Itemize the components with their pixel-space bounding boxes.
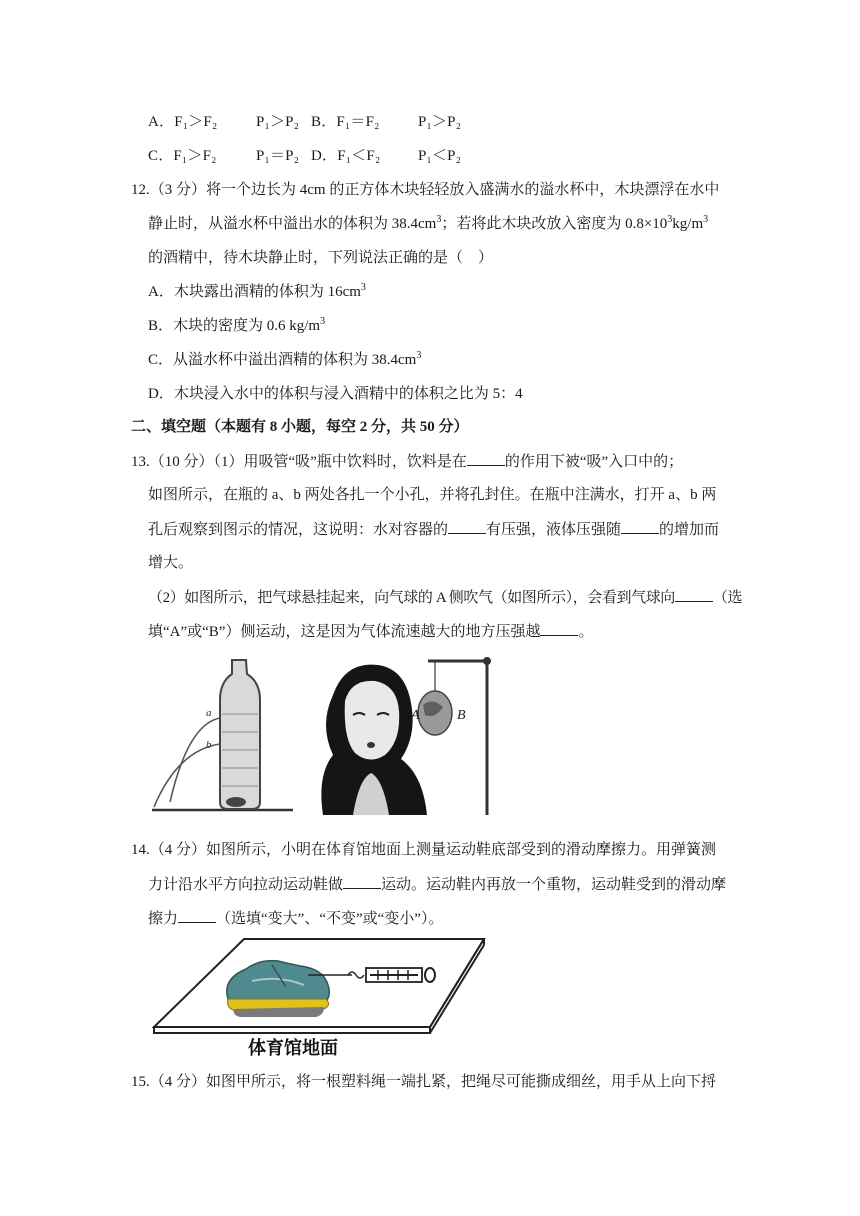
q11-option-d: D．F₁＜F₂: [311, 148, 381, 164]
label-a: a: [206, 707, 212, 719]
section-heading: 二、填空题（本题有 8 小题，每空 2 分，共 50 分）: [131, 419, 469, 435]
answer-blank[interactable]: [178, 908, 216, 923]
q13-line1: 13.（10 分）（1）用吸管“吸”瓶中饮料时，饮料是在 的作用下被“吸”入口中的；: [131, 451, 683, 472]
q12-stem-line3: 的酒精中，待木块静止时，下列说法正确的是（ ）: [148, 250, 494, 266]
q11-option-a-pressure: P₁＞P₂: [256, 114, 300, 130]
q14-line1: 14.（4 分）如图所示，小明在体育馆地面上测量运动鞋底部受到的滑动摩擦力。用弹簧测: [131, 842, 717, 858]
q14-line3: 擦力 （选填“变大”、“不变”或“变小”）。: [148, 908, 443, 929]
q12-option-b: B．木块的密度为 0.6 $kg/m^3$: [148, 316, 326, 334]
q13-line4: 增大。: [148, 555, 194, 571]
q13-line2: 如图所示，在瓶的 a、b 两处各扎一个小孔，并将孔封住。在瓶中注满水，打开 a、b 两: [148, 487, 717, 503]
q11-option-c-pressure: P₁＝P₂: [256, 148, 300, 164]
answer-blank[interactable]: [448, 519, 486, 534]
answer-blank[interactable]: [343, 874, 381, 889]
balloon-figure: [303, 655, 498, 820]
shoe-figure: [148, 935, 488, 1062]
q13-line6: 填“A”或“B”）侧运动，这是因为气体流速越大的地方压强越 。: [148, 621, 594, 642]
q12-option-c: C．从溢水杯中溢出酒精的体积为 $38.4cm^3$: [148, 350, 422, 368]
q14-line2: 力计沿水平方向拉动运动鞋做 运动。运动鞋内再放一个重物，运动鞋受到的滑动摩: [148, 874, 726, 895]
label-B: B: [457, 708, 466, 723]
q15-line1: 15.（4 分）如图甲所示，将一根塑料绳一端扎紧，把绳尽可能撕成细丝，用手从上向下捋: [131, 1074, 717, 1090]
q11-option-b-pressure: P₁＞P₂: [418, 114, 462, 130]
q13-line3: 孔后观察到图示的情况，这说明：水对容器的 有压强，液体压强随 的增加而: [148, 519, 719, 540]
q11-option-b: B．F₁＝F₂: [311, 114, 380, 130]
q13-line5: （2）如图所示，把气球悬挂起来，向气球的 A 侧吹气（如图所示），会看到气球向 （选: [148, 587, 742, 608]
q12-stem-line1: 12.（3 分）将一个边长为 4cm 的正方体木块轻轻放入盛满水的溢水杯中，木块漂浮在水中: [131, 182, 720, 198]
answer-blank[interactable]: [467, 451, 505, 466]
q12-stem-line2: 静止时，从溢水杯中溢出水的体积为 $38.4cm^3$；若将此木块改放入密度为 $0.8\times 10^3kg/m^3$: [148, 214, 709, 232]
q12-option-a: A．木块露出酒精的体积为 $16cm^3$: [148, 282, 366, 300]
answer-blank[interactable]: [621, 519, 659, 534]
floor-caption: 体育馆地面: [248, 1038, 338, 1057]
q11-option-c: C．F₁＞F₂: [148, 148, 217, 164]
q12-option-d: D．木块浸入水中的体积与浸入酒精中的体积之比为 5：4: [148, 386, 523, 402]
answer-blank[interactable]: [540, 621, 578, 636]
label-A: A: [411, 708, 420, 723]
q11-option-a: A．F₁＞F₂: [148, 114, 218, 130]
q11-option-d-pressure: P₁＜P₂: [418, 148, 462, 164]
label-b: b: [206, 739, 212, 751]
answer-blank[interactable]: [675, 587, 713, 602]
bottle-figure: [148, 652, 298, 819]
